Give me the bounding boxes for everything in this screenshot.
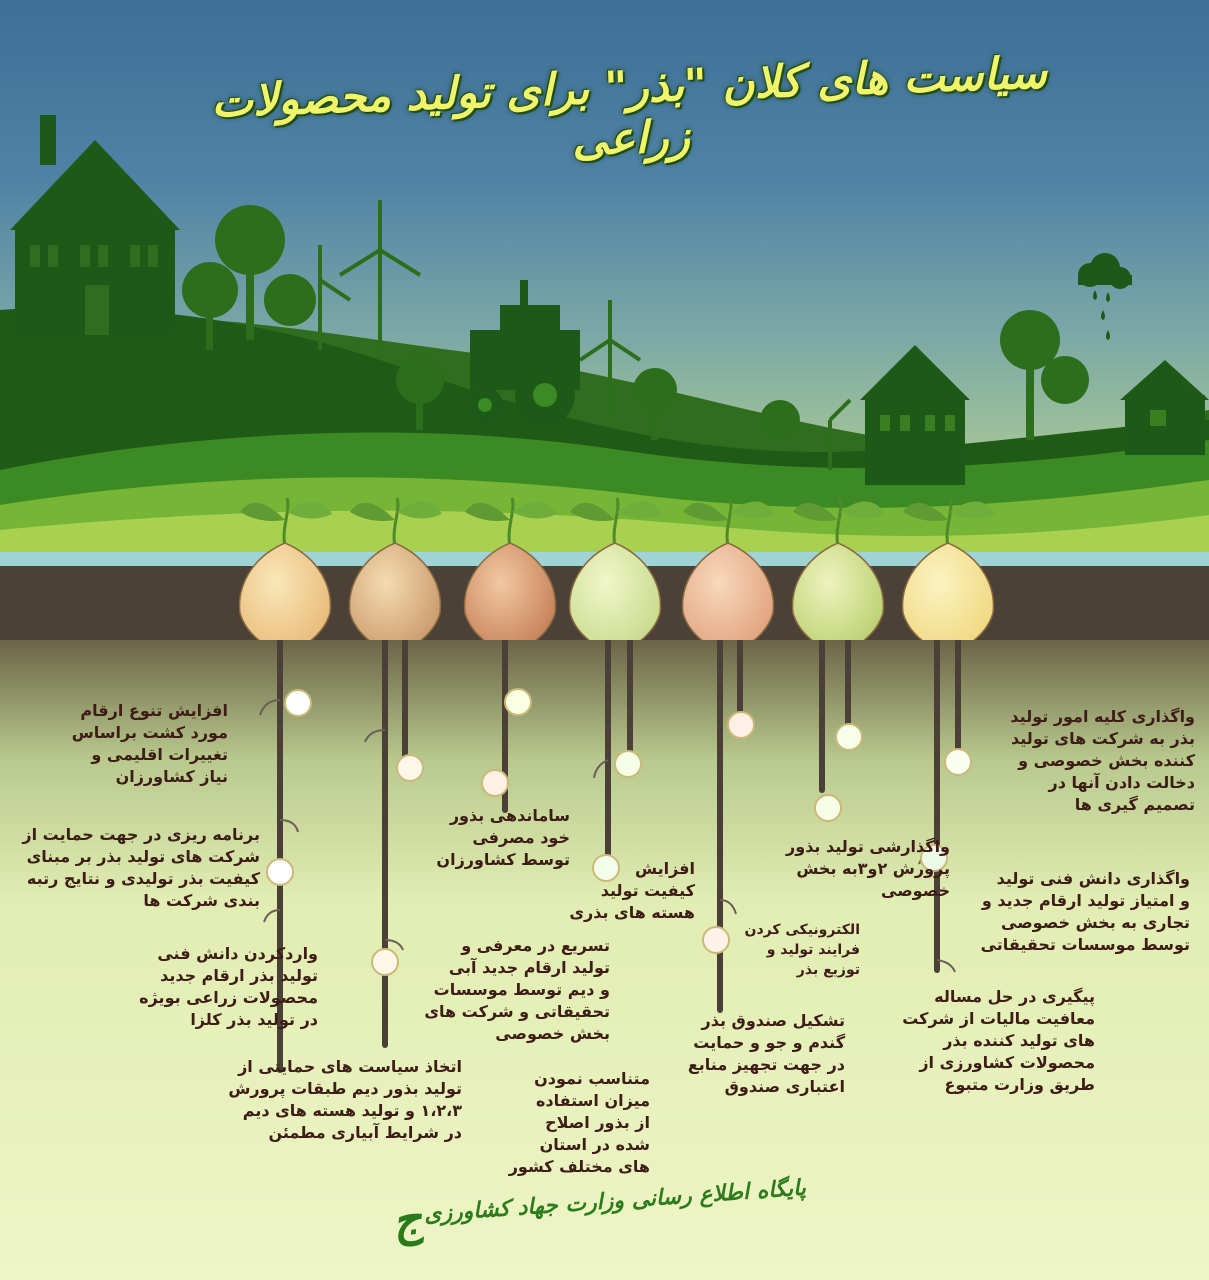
root-node-4 bbox=[505, 689, 531, 715]
root-node-9 bbox=[836, 724, 862, 750]
note-13: واگذاری دانش فنی تولید و امتیاز تولید ارقام جدید و تجاری به بخش خصوصی توسط موسسات تحقیقاتی bbox=[980, 869, 1190, 954]
root-node-2 bbox=[397, 755, 423, 781]
root-node-1 bbox=[285, 690, 311, 716]
note-14: پیگیری در حل مساله معافیت مالیات از شرکت های تولید کننده بذر محصولات کشاورزی از طریق وزارت متبوع bbox=[902, 987, 1095, 1094]
note-9: الکترونیکی کردن فرایند تولید و توزیع بذر bbox=[744, 922, 860, 978]
page-title: سیاست های کلان "بذر" برای تولید محصولات زراعی bbox=[210, 47, 1048, 167]
note-8: افزایش کیفیت تولید هسته های بذری bbox=[569, 859, 695, 922]
root-node-11 bbox=[945, 749, 971, 775]
ministry-logo: ج bbox=[388, 1190, 426, 1248]
note-4: اتخاذ سیاست های حمایتی از تولید بذور دیم طبقات پرورش ۱،۲،۳ و تولید هسته های دیم در شرایط آبیاری مطمئن bbox=[228, 1057, 462, 1142]
note-1: افزایش تنوع ارقام مورد کشت براساس تغییرات اقلیمی و نیاز کشاورزان bbox=[71, 701, 228, 786]
note-2: برنامه ریزی در جهت حمایت از شرکت های تولید بذر بر مبنای کیفیت بذر تولیدی و نتایج رتبه بندی شرکت ها bbox=[22, 825, 260, 910]
cottage-icon bbox=[1120, 360, 1209, 455]
root-node-10 bbox=[815, 795, 841, 821]
footer-credit: پایگاه اطلاع رسانی وزارت جهاد کشاورزی bbox=[423, 1174, 807, 1228]
root-node-5 bbox=[615, 751, 641, 777]
note-11: واگذارشی تولید بذور پرورش ۲و۳به بخش خصوصی bbox=[786, 837, 950, 900]
cloud-rain-icon bbox=[1078, 253, 1132, 340]
note-7: متناسب نمودن میزان استفاده از بذور اصلاح شده در استان های مختلف کشور bbox=[508, 1069, 650, 1176]
note-5: ساماندهی بذور خود مصرفی توسط کشاورزان bbox=[436, 806, 570, 869]
note-3: واردکردن دانش فنی تولید بذر ارقام جدید محصولات زراعی بویژه در تولید بذر کلزا bbox=[139, 944, 318, 1029]
note-6: تسریع در معرفی و تولید ارقام جدید آبی و دیم توسط موسسات تحقیقاتی و شرکت های بخش خصوصی bbox=[424, 936, 610, 1043]
root-node-8 bbox=[703, 927, 729, 953]
root-node-7 bbox=[728, 712, 754, 738]
note-12: واگذاری کلیه امور تولید بذر به شرکت های تولید کننده بخش خصوصی و دخالت دادن آنها در تصمیم گیری ها bbox=[1010, 707, 1195, 814]
root-node-13 bbox=[267, 859, 293, 885]
root-node-14 bbox=[372, 949, 398, 975]
root-node-3 bbox=[482, 770, 508, 796]
note-10: تشکیل صندوق بذر گندم و جو و حمایت در جهت تجهیز منابع اعتباری صندوق bbox=[687, 1011, 845, 1096]
